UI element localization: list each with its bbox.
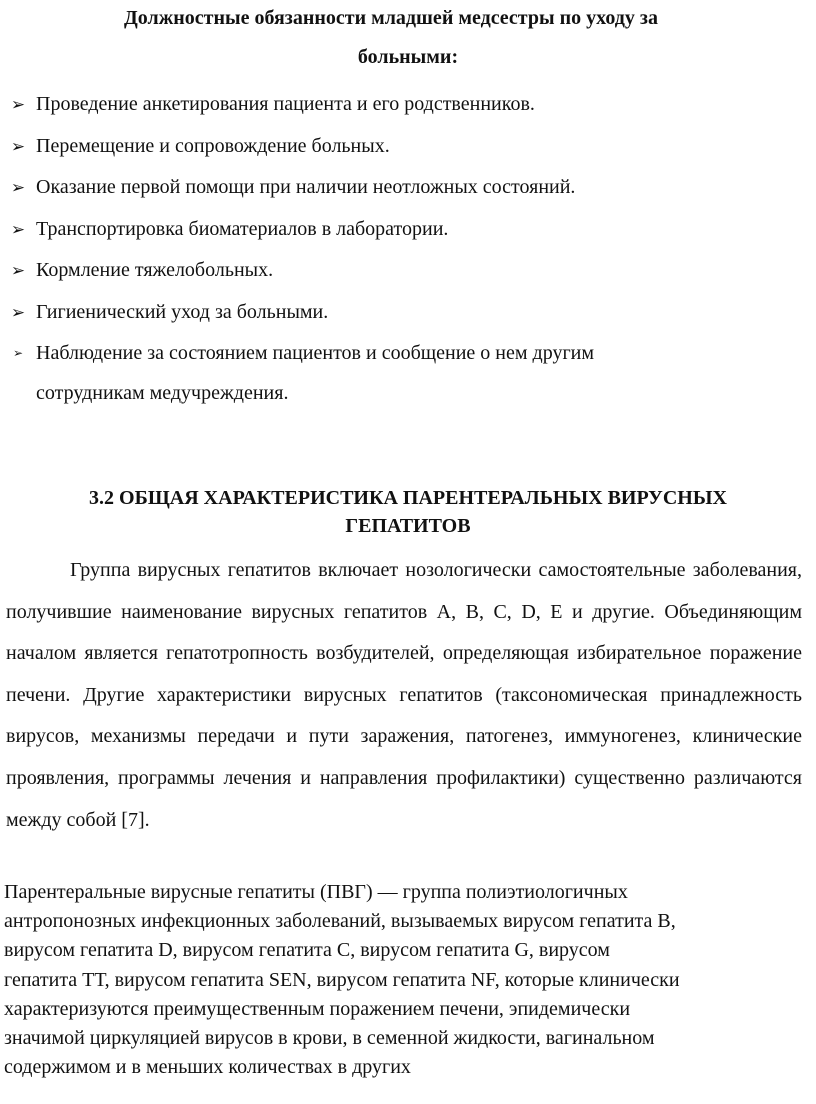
paragraph-line: Парентеральные вирусные гепатиты (ПВГ) — группа полиэтиологичных	[4, 881, 628, 903]
paragraph-line: гепатита ТТ, вирусом гепатита SEN, вирусом гепатита NF, которые клинически	[4, 968, 680, 991]
arrowhead-bullet-icon: ➢	[10, 95, 26, 114]
paragraph-line: значимой циркуляцией вирусов в крови, в семенной жидкости, вагинальном	[4, 1027, 655, 1050]
list-item-text: Гигиенический уход за больными.	[36, 300, 329, 323]
list-item	[8, 167, 808, 209]
arrowhead-bullet-icon: ➢	[10, 302, 26, 322]
arrowhead-bullet-icon: ➢	[10, 219, 26, 239]
list-item-text: Оказание первой помощи при наличии неотложных состояний.	[36, 176, 576, 198]
duties-title-line1: Должностные обязанности младшей медсестры по уходу за	[124, 7, 658, 29]
paragraph-line: антропонозных инфекционных заболеваний, вызываемых вирусом гепатита В,	[4, 910, 676, 933]
section-heading	[0, 484, 816, 540]
paragraph-line: вирусом гепатита D, вирусом гепатита С, вирусом гепатита G, вирусом	[4, 939, 610, 962]
paragraph-hepatitis-group: Группа вирусных гепатитов включает нозологически самостоятельные заболевания, получившие наименование вирусных гепатитов А, В, С, D, Е и другие. Объединяющим началом является гепатотропность возбудителей, определяющая избирательное поражение печени. Другие характеристики вирусных гепатитов (таксономическая принадлежность вирусов, механизмы передачи и пути заражения, патогенез, иммуногенез, клинические проявления, программы лечения и направления профилактики) существенно различаются между собой [7].	[6, 559, 802, 831]
section-heading-line1: 3.2 ОБЩАЯ ХАРАКТЕРИСТИКА ПАРЕНТЕРАЛЬНЫХ ВИРУСНЫХ	[89, 487, 727, 509]
arrowhead-bullet-icon: ➢	[10, 261, 26, 280]
list-item	[8, 250, 808, 292]
list-item	[8, 209, 808, 251]
section-heading-line2: ГЕПАТИТОВ	[345, 515, 471, 537]
list-item-text: Перемещение и сопровождение больных.	[36, 134, 390, 157]
arrowhead-bullet-icon: ➢	[10, 136, 26, 156]
arrowhead-bullet-icon: ➢	[10, 178, 26, 197]
paragraph-line: содержимом и в меньших количествах в других	[4, 1056, 411, 1079]
list-item	[8, 126, 808, 168]
paragraph-line: характеризуются преимущественным поражением печени, эпидемически	[4, 997, 631, 1020]
list-item	[8, 84, 808, 126]
list-item-text: Транспортировка биоматериалов в лаборатории.	[36, 217, 449, 240]
duties-title-line2: больными:	[357, 46, 459, 68]
list-item	[8, 333, 808, 413]
paragraph-parenteral-hepatitis	[4, 878, 812, 1082]
list-item-text: Проведение анкетирования пациента и его родственников.	[36, 93, 535, 115]
list-item-text-continuation: сотрудникам медучреждения.	[36, 382, 289, 404]
list-item	[8, 292, 808, 334]
list-item-text: Наблюдение за состоянием пациентов и сообщение о нем другим	[36, 342, 595, 364]
duties-list	[8, 84, 808, 413]
list-item-text: Кормление тяжелобольных.	[36, 259, 274, 281]
arrowhead-bullet-icon: ➢	[12, 346, 24, 360]
